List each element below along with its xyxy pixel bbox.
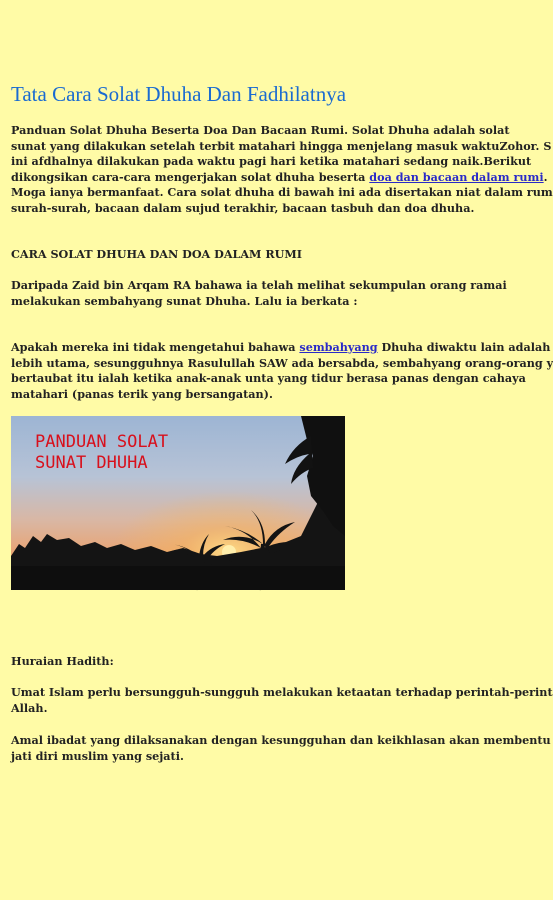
banner-caption <box>35 432 168 474</box>
umat-paragraph <box>11 685 553 716</box>
zaid-line: Daripada Zaid bin Arqam RA bahawa ia telah melihat sekumpulan orang ramai <box>11 278 507 292</box>
intro-line: ini afdhalnya dilakukan pada waktu pagi hari ketika matahari sedang naik.Berikut <box>11 154 532 168</box>
banner-caption-line: PANDUAN SOLAT <box>35 432 169 452</box>
sembahyang-link[interactable]: sembahyang <box>299 340 378 354</box>
quote-line: bertaubat itu ialah ketika anak-anak unta yang tidur berasa panas dengan cahaya <box>11 371 526 385</box>
intro-paragraph <box>11 123 553 216</box>
huraian-heading: Huraian Hadith: <box>11 654 114 668</box>
quote-line: matahari (panas terik yang bersangatan). <box>11 386 273 401</box>
section-heading: CARA SOLAT DHUHA DAN DOA DALAM RUMI <box>11 247 303 261</box>
zaid-paragraph <box>11 278 507 309</box>
quote-paragraph <box>11 340 553 402</box>
intro-line: Panduan Solat Dhuha Beserta Doa Dan Bacaan Rumi. Solat Dhuha adalah solat <box>11 123 510 137</box>
umat-line: Umat Islam perlu bersungguh-sungguh melakukan ketaatan terhadap perintah-perint <box>11 685 553 699</box>
page-title: Tata Cara Solat Dhuha Dan Fadhilatnya <box>11 82 347 106</box>
doa-bacaan-rumi-link[interactable]: doa dan bacaan dalam rumi <box>369 169 544 184</box>
intro-line: surah-surah, bacaan dalam sujud terakhir, bacaan tasbuh dan doa dhuha. <box>11 200 475 215</box>
amal-line: jati diri muslim yang sejati. <box>11 748 184 763</box>
amal-paragraph <box>11 733 551 764</box>
intro-line: Moga ianya bermanfaat. Cara solat dhuha di bawah ini ada disertakan niat dalam rum <box>11 185 553 199</box>
zaid-line: melakukan sembahyang sunat Dhuha. Lalu ia berkata : <box>11 293 358 308</box>
amal-line: Amal ibadat yang dilaksanakan dengan kesungguhan dan keikhlasan akan membentu <box>11 733 551 747</box>
quote-line: Dhuha diwaktu lain adalah <box>377 340 551 354</box>
quote-line: lebih utama, sesungguhnya Rasulullah SAW ada bersabda, sembahyang orang-orang y <box>11 355 553 370</box>
sunset-banner-image <box>11 416 345 590</box>
umat-line: Allah. <box>11 700 48 715</box>
quote-line: Apakah mereka ini tidak mengetahui bahawa <box>11 340 300 354</box>
intro-line: sunat yang dilakukan setelah terbit matahari hingga menjelang masuk waktuZohor. S <box>11 138 552 153</box>
intro-line: dikongsikan cara-cara mengerjakan solat dhuha beserta <box>11 169 370 184</box>
intro-line: . <box>543 169 548 184</box>
banner-caption-line: SUNAT DHUHA <box>35 453 148 473</box>
